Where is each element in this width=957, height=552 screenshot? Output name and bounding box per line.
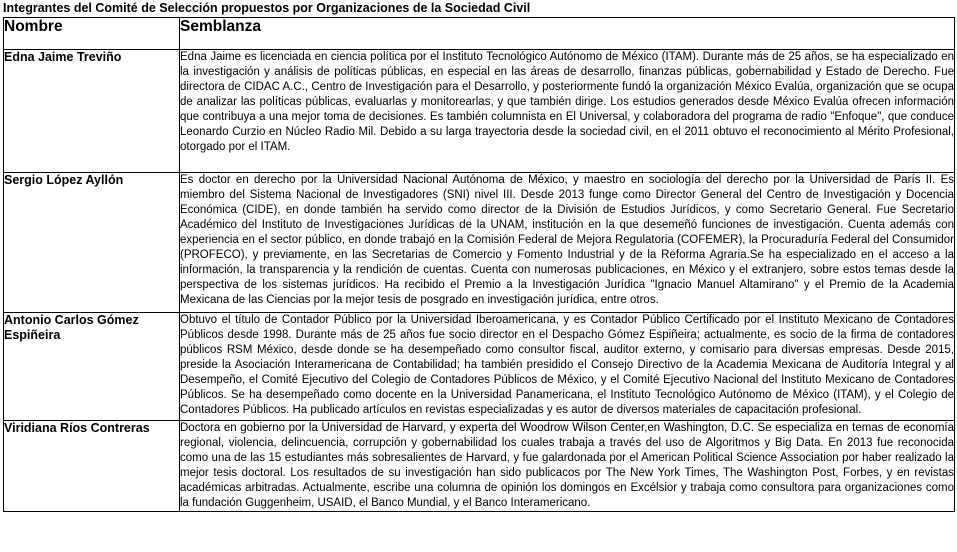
table-row: [4, 421, 955, 512]
table-row: [4, 173, 955, 313]
member-name: Viridiana Ríos Contreras: [4, 421, 180, 512]
table-row: [4, 50, 955, 173]
member-name: Edna Jaime Treviño: [4, 50, 180, 173]
column-header-name: Nombre: [4, 18, 180, 50]
member-bio: Obtuvo el título de Contador Público por la Universidad Iberoamericana, y es Contador Público Certificado por el Instituto Mexicano de Contadores Públicos desde 1998. Durante más de 25 años fue socio director en el Despacho Gómez Espiñeira; actualmente, es socio de la firma de contadores públicos RSM México, desde donde se ha desempeñado como consultor fiscal, auditor externo, y comisario para diversas empresas. Desde 2015, preside la Asociación Interamericana de Contabilidad; ha también presidido el Consejo Directivo de la Academia Mexicana de Auditoría Integral y al Desempeño, el Comité Ejecutivo del Colegio de Contadores Públicos de México, y el Comité Ejecutivo Nacional del Instituto Mexicano de Contadores Públicos. Se ha desempeñado como docente en la Universidad Panamericana, el Instituto Tecnológico Autónomo de México (ITAM), y el Colegio de Contadores Públicos. Ha publicado artículos en revistas especializadas y es autor de diversos materiales de capacitación profesional.: [180, 313, 955, 421]
member-bio: Doctora en gobierno por la Universidad de Harvard, y experta del Woodrow Wilson Center,en Washington, D.C. Se especializa en temas de economía regional, violencia, delincuencia, corrupción y gobernabilidad los cuales trabaja a través del uso de Algoritmos y Big Data. En 2013 fue reconocida como una de las 15 estudiantes más sobresalientes de Harvard, y fue galardonada por el American Political Science Association por haber realizado la mejor tesis doctoral. Los resultados de su investigación han sido publicacos por The New York Times, The Washington Post, Forbes, y en revistas académicas arbitradas. Actualmente, escribe una columna de opinión los domingos en Excélsior y trabaja como consultora para organizaciones como la fundación Guggenheim, USAID, el Banco Mundial, y el Banco Interamericano.: [180, 421, 955, 512]
member-name: Sergio López Ayllón: [4, 173, 180, 313]
table-row: [4, 313, 955, 421]
table-header-row: [4, 18, 955, 50]
member-name: Antonio Carlos Gómez Espiñeira: [4, 313, 180, 421]
member-bio: Edna Jaime es licenciada en ciencia política por el Instituto Tecnológico Autónomo de México (ITAM). Durante más de 25 años, se ha especializado en la investigación y análisis de políticas públicas, en especial en las áreas de desarrollo, finanzas públicas, gobernabilidad y Estado de Derecho. Fue directora de CIDAC A.C., Centro de Investigación para el Desarrollo, y posteriormente fundó la organización México Evalúa, organización que se ocupa de analizar las políticas públicas, evaluarlas y monitorearlas, y que también dirige. Los estudios generados desde México Evalúa ofrecen información que contribuya a una mejor toma de decisiones. Es también columnista en El Universal, y colaboradora del programa de radio "Enfoque", que conduce Leonardo Curzio en Núcleo Radio Mil. Debido a su larga trayectoria desde la sociedad civil, en el 2011 obtuvo el reconocimiento al Mérito Profesional, otorgado por el ITAM.: [180, 50, 955, 173]
member-bio: Es doctor en derecho por la Universidad Nacional Autónoma de México, y maestro en sociología del derecho por la Universidad de París II. Es miembro del Sistema Nacional de Investigadores (SNI) nivel III. Desde 2013 funge como Director General del Centro de Investigación y Docencia Económica (CIDE), en donde también ha servido como director de la División de Estudios Jurídicos, y como Secretario General. Fue Secretario Académico del Instituto de Investigaciones Jurídicas de la UNAM, institución en la que desemeñó funciones de investigación. Cuenta además con experiencia en el sector público, en donde trabajó en la Comisión Federal de Mejora Regulatoria (COFEMER), la Procuraduría Federal del Consumidor (PROFECO), y previamente, en las Secretarias de Comercio y Fomento Industrial y de la Reforma Agraria.Se ha especializado en el acceso a la información, la transparencia y la rendición de cuentas. Cuenta con numerosas publicaciones, en México y el extranjero, sobre estos temas desde la perspectiva de los sistemas jurídicos. Ha recibido el Premio a la Investigación Jurídica "Ignacio Manuel Altamirano" y el Premio de la Academia Mexicana de las Ciencias por la mejor tesis de posgrado en investigación jurídica, entre otros.: [180, 173, 955, 313]
column-header-bio: Semblanza: [180, 18, 955, 50]
committee-table: [3, 17, 955, 512]
table-caption: Integrantes del Comité de Selección propuestos por Organizaciones de la Sociedad Civil: [3, 1, 531, 15]
